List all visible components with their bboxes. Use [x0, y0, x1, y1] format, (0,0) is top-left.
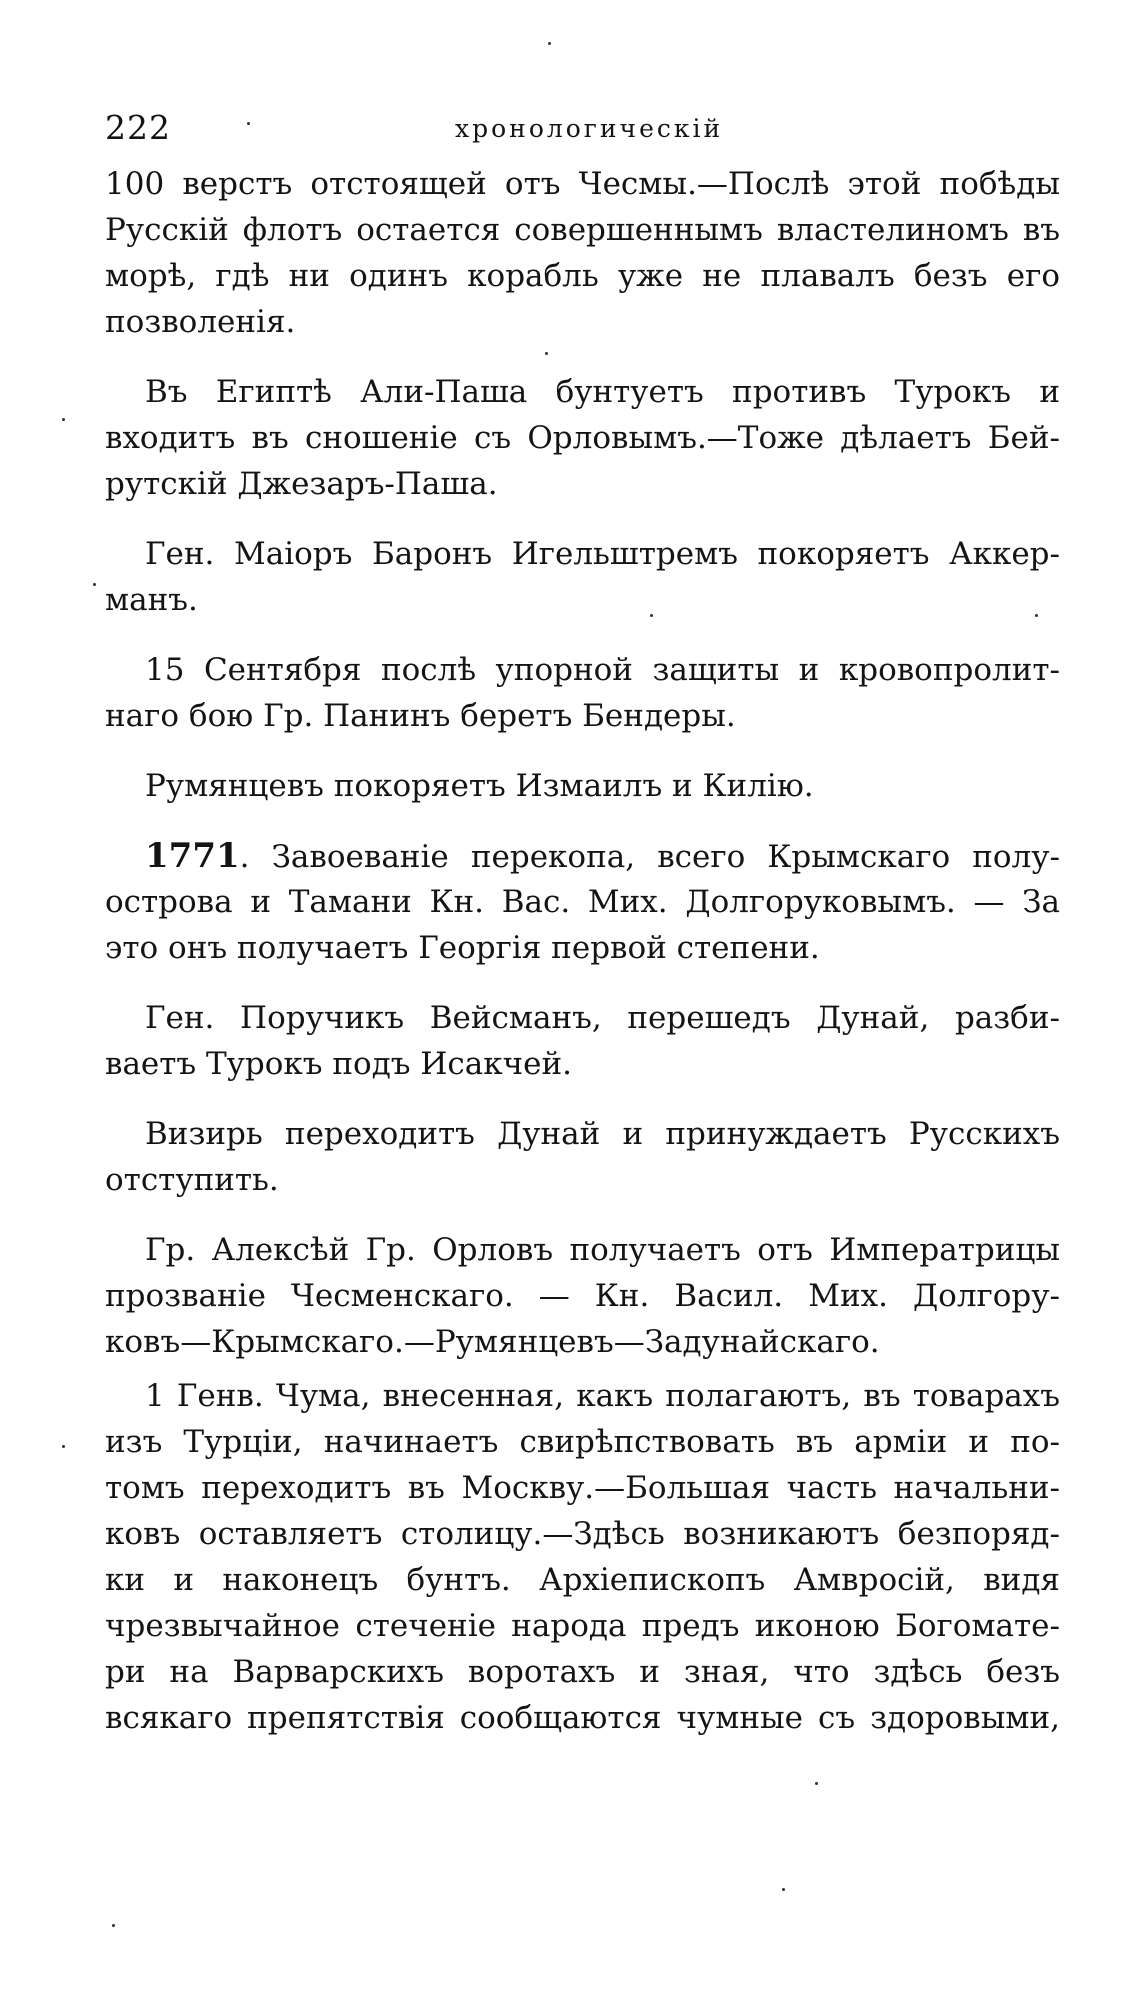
scan-speck [62, 418, 65, 421]
text-line: отступить. [105, 1162, 279, 1198]
page-number: 222 [105, 108, 171, 147]
scan-speck [782, 1888, 785, 1891]
year-entry-text: . Завоеваніе перекопа, всего Крымскаго полу- [239, 839, 1060, 875]
text-line: входитъ въ сношеніе съ Орловымъ.—Тоже дѣлаетъ Бей- [105, 420, 1060, 456]
text-line: рутскій Джезаръ-Паша. [105, 466, 498, 502]
text-line: ковъ оставляетъ столицу.—Здѣсь возникаютъ безпоряд- [105, 1516, 1060, 1552]
scan-speck [815, 1782, 818, 1785]
text-line: 1 Генв. Чума, внесенная, какъ полагаютъ, въ товарахъ [145, 1378, 1060, 1414]
text-line: 15 Сентября послѣ упорной защиты и кровопролит- [145, 652, 1060, 688]
scan-speck [93, 583, 96, 586]
text-line: всякаго препятствія сообщаются чумные съ здоровыми, [105, 1700, 1060, 1736]
scan-speck [545, 352, 548, 355]
text-line: 100 верстъ отстоящей отъ Чесмы.—Послѣ этой побѣды [105, 166, 1060, 202]
page-header [105, 108, 1060, 148]
scan-speck [112, 1924, 115, 1927]
text-line: изъ Турціи, начинаетъ свирѣпствовать въ арміи и по- [105, 1424, 1060, 1460]
year-heading: 1771 [145, 836, 240, 876]
scan-speck [1035, 614, 1038, 617]
text-line: Русскій флотъ остается совершеннымъ властелиномъ въ [105, 212, 1060, 248]
text-line: ки и наконецъ бунтъ. Архіепископъ Амвросій, видя [105, 1562, 1060, 1598]
text-line: Ген. Поручикъ Вейсманъ, перешедъ Дунай, разби- [145, 1000, 1060, 1036]
text-line: Ген. Маіоръ Баронъ Игельштремъ покоряетъ Аккер- [145, 536, 1060, 572]
text-line: Въ Египтѣ Али-Паша бунтуетъ противъ Турокъ и [145, 374, 1060, 410]
text-line [145, 836, 1060, 876]
text-line: ковъ—Крымскаго.—Румянцевъ—Задунайскаго. [105, 1324, 880, 1360]
scan-speck [548, 42, 551, 45]
text-line: наго бою Гр. Панинъ беретъ Бендеры. [105, 698, 736, 734]
text-line: Визирь переходитъ Дунай и принуждаетъ Русскихъ [145, 1116, 1060, 1152]
text-line: острова и Тамани Кн. Вас. Мих. Долгоруковымъ. — За [105, 884, 1060, 920]
scan-speck [62, 1445, 65, 1448]
text-line: чрезвычайное стеченіе народа предъ иконою Богомате- [105, 1608, 1060, 1644]
text-line: Гр. Алексѣй Гр. Орловъ получаетъ отъ Императрицы [145, 1232, 1060, 1268]
text-line: позволенія. [105, 304, 296, 340]
text-line: томъ переходитъ въ Москву.—Большая часть начальни- [105, 1470, 1060, 1506]
text-line: ри на Варварскихъ воротахъ и зная, что здѣсь безъ [105, 1654, 1060, 1690]
scan-speck [650, 614, 653, 617]
text-line: прозваніе Чесменскаго. — Кн. Васил. Мих. Долгору- [105, 1278, 1060, 1314]
text-line: Румянцевъ покоряетъ Измаилъ и Килію. [145, 768, 814, 804]
running-head: хронологическій [455, 114, 724, 143]
text-line: манъ. [105, 582, 198, 618]
text-line: это онъ получаетъ Георгія первой степени. [105, 930, 820, 966]
text-line: морѣ, гдѣ ни одинъ корабль уже не плавалъ безъ его [105, 258, 1060, 294]
scan-speck [247, 122, 250, 125]
text-line: ваетъ Турокъ подъ Исакчей. [105, 1046, 572, 1082]
